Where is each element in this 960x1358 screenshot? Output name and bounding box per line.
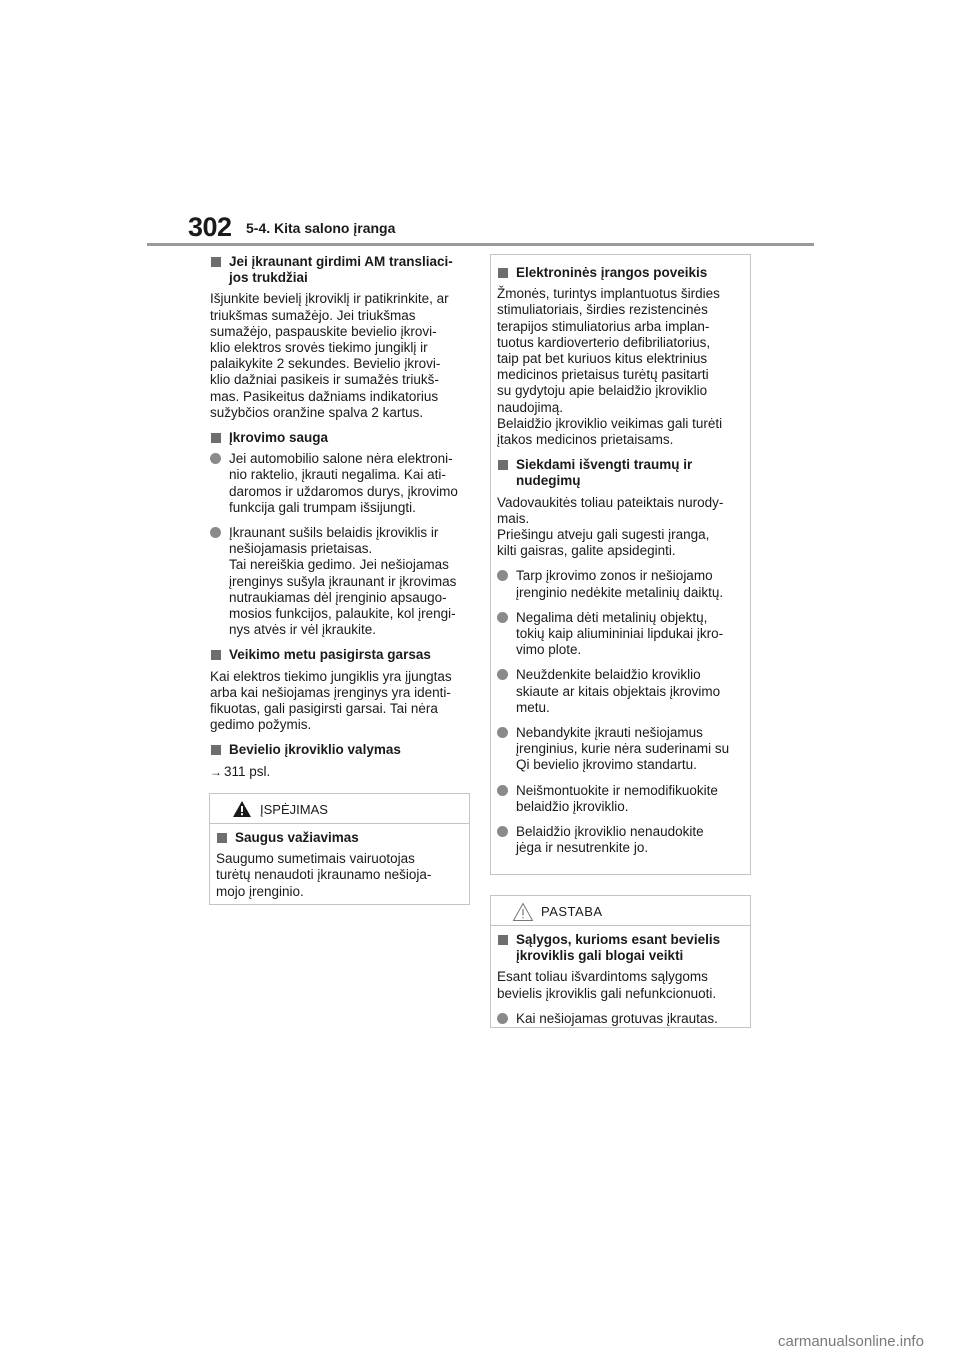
arrow-right-icon: →	[210, 764, 222, 779]
list-item: Nebandykite įkrauti nešiojamus įrenginius, kurie nėra suderinami su Qi bevielio įkrovimo standartu.	[497, 725, 744, 774]
safe-driving-heading	[216, 830, 463, 846]
am-interference-heading	[210, 254, 468, 286]
warning-continuation-box	[490, 254, 751, 875]
poor-operation-heading-text: Sąlygos, kurioms esant bevielis įkroviklis gali blogai veikti	[516, 932, 721, 964]
safe-driving-heading-text: Saugus važiavimas	[235, 830, 359, 845]
poor-operation-text: Esant toliau išvardintoms sąlygoms bevielis įkroviklis gali nefunkcionuoti.	[497, 969, 717, 1001]
warning-continuation-body	[491, 255, 750, 870]
poor-operation-heading	[497, 932, 744, 964]
list-item: Neišmontuokite ir nemodifikuokite belaidžio įkroviklio.	[497, 783, 744, 815]
list-item: Tarp įkrovimo zonos ir nešiojamo įrenginio nedėkite metalinių daiktų.	[497, 568, 744, 600]
notice-box	[490, 895, 751, 1028]
injury-prevention-heading	[497, 457, 744, 489]
left-column	[210, 254, 468, 789]
notice-box-header	[491, 896, 750, 926]
page-reference-link[interactable]	[210, 764, 468, 780]
charging-safety-heading-text: Įkrovimo sauga	[229, 430, 329, 446]
operation-sound-text: Kai elektros tiekimo jungiklis yra įjungtas arba kai nešiojamas įrenginys yra identi- fikuotas, gali pasigirsti garsai. Tai nėra gedimo požymis.	[210, 668, 452, 733]
notice-box-title: PASTABA	[541, 904, 603, 919]
safe-driving-text: Saugumo sumetimais vairuotojas turėtų nenaudoti įkraunamo nešioja- mojo įrenginio.	[216, 851, 432, 899]
electronic-effect-heading	[497, 265, 744, 281]
injury-prevention-heading-text: Siekdami išvengti traumų ir nudegimų	[516, 457, 693, 489]
am-interference-heading-text: Jei įkraunant girdimi AM transliaci- jos trukdžiai	[229, 254, 453, 286]
list-item: Belaidžio įkroviklio nenaudokite jėga ir nesutrenkite jo.	[497, 824, 744, 856]
warning-box-header	[210, 794, 469, 824]
caution-triangle-icon	[512, 902, 534, 925]
warning-box	[209, 793, 470, 905]
charger-cleaning-heading-text: Bevielio įkroviklio valymas	[229, 742, 401, 758]
section-title: 5-4. Kita salono įranga	[246, 220, 396, 236]
poor-operation-bullet: Kai nešiojamas grotuvas įkrautas.	[497, 1011, 744, 1027]
list-item: Negalima dėti metalinių objektų, tokių kaip aliumininiai lipdukai įkro- vimo plote.	[497, 610, 744, 659]
warning-box-title: ĮSPĖJIMAS	[260, 802, 328, 817]
injury-prevention-text: Vadovaukitės toliau pateiktais nurody- mais. Priešingu atveju gali sugesti įranga, kilti gaisras, galite apsideginti.	[497, 494, 724, 559]
operation-sound-heading-text: Veikimo metu pasigirsta garsas	[229, 647, 431, 663]
charging-safety-bullet-2: Įkraunant sušils belaidis įkroviklis ir nešiojamasis prietaisas. Tai nereiškia gedimo. Jei nešiojamas įrenginys sušyla įkraunant ir įkrovimas nutraukiamas dėl įrenginio apsaugo- mosios funkcijos, palaukite, kol įrengi- nys atvės ir vėl įkraukite.	[210, 525, 468, 638]
electronic-effect-heading-text: Elektroninės įrangos poveikis	[516, 265, 708, 280]
charging-safety-bullet-1: Jei automobilio salone nėra elektroni- nio raktelio, įkrauti negalima. Kai ati- daromos ir uždaromos durys, įkrovimo funkcija gali trumpam išsijungti.	[210, 451, 468, 516]
header-divider	[147, 243, 814, 246]
electronic-effect-text: Žmonės, turintys implantuotus širdies stimuliatoriais, širdies rezistencinės terapijos stimuliatorius arba implan- tuotus kardioverterio defibriliatorius, taip pat bet kuriuos kitus elektrinius medicinos prietaisus turėtų pasitarti su gydytoju apie belaidžio įkroviklio naudojimą. Belaidžio įkroviklio veikimas gali turėti įtakos medicinos prietaisams.	[497, 286, 723, 448]
charging-safety-heading	[210, 430, 468, 446]
charger-cleaning-heading	[210, 742, 468, 758]
am-interference-text: Išjunkite bevielį įkroviklį ir patikrinkite, ar triukšmas sumažėjo. Jei triukšmas sumažėjo, paspauskite bevielio įkrovi- klio elektros srovės tiekimo jungiklį ir palaikykite 2 sekundes. Bevielio įkrovi- klio dažniai pasikeis ir sumažės triukš- mas. Pasikeitus dažniams indikatorius sužybčios oranžine spalva 2 kartus.	[210, 291, 449, 420]
warning-triangle-icon	[232, 800, 252, 821]
page-number: 302	[188, 212, 232, 242]
page-reference-text: 311 psl.	[224, 763, 271, 779]
notice-box-body	[491, 926, 750, 1040]
operation-sound-heading	[210, 647, 468, 663]
warning-box-body	[210, 824, 469, 913]
list-item: Neuždenkite belaidžio kroviklio skiaute ar kitais objektais įkrovimo metu.	[497, 667, 744, 716]
watermark-text: carmanualsonline.info	[778, 1333, 924, 1350]
